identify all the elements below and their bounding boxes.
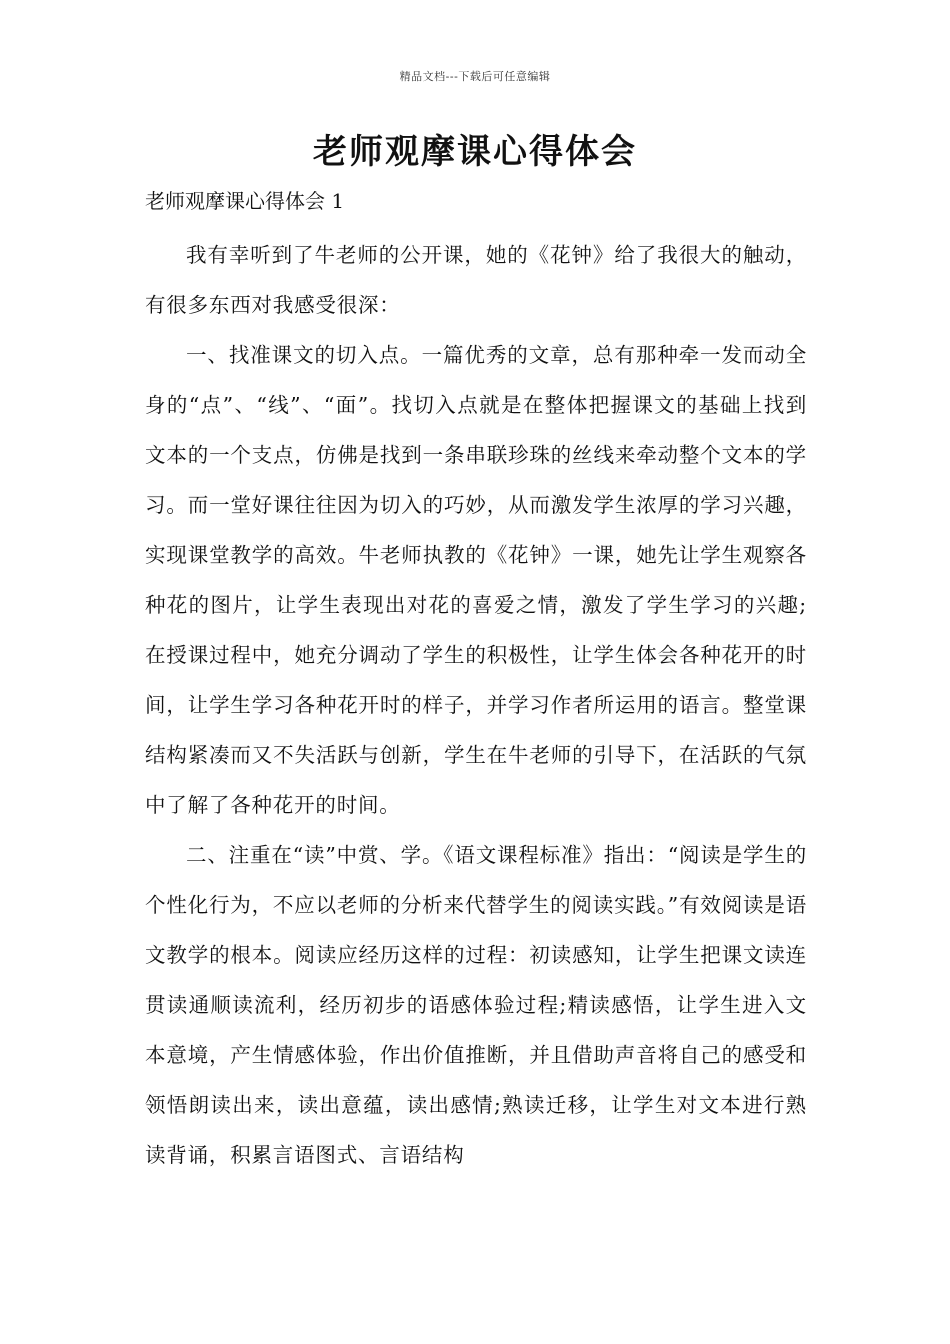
paragraph-point-one: 一、找准课文的切入点。一篇优秀的文章，总有那种牵一发而动全身的“点”、“线”、“面”。找切入点就是在整体把握课文的基础上找到文本的一个支点，仿佛是找到一条串联珍珠的丝线来牵动整个文本的学习。而一堂好课往往因为切入的巧妙，从而激发学生浓厚的学习兴趣，实现课堂教学的高效。牛老师执教的《花钟》一课，她先让学生观察各种花的图片，让学生表现出对花的喜爱之情，激发了学生学习的兴趣;在授课过程中，她充分调动了学生的积极性，让学生体会各种花开的时间，让学生学习各种花开时的样子，并学习作者所运用的语言。整堂课结构紧凑而又不失活跃与创新，学生在牛老师的引导下，在活跃的气氛中了解了各种花开的时间。 (145, 343, 807, 817)
paragraph-point-two: 二、注重在“读”中赏、学。《语文课程标准》指出：“阅读是学生的个性化行为，不应以老师的分析来代替学生的阅读实践。”有效阅读是语文教学的根本。阅读应经历这样的过程：初读感知，让学生把课文读连贯读通顺读流利，经历初步的语感体验过程;精读感悟，让学生进入文本意境，产生情感体验，作出价值推断，并且借助声音将自己的感受和领悟朗读出来，读出意蕴，读出感情;熟读迁移，让学生对文本进行熟读背诵，积累言语图式、言语结构 (145, 843, 807, 1167)
document-title: 老师观摩课心得体会 (313, 132, 637, 172)
document-body (145, 230, 807, 1180)
header-note: 精品文档---下载后可任意编辑 (399, 70, 551, 83)
paragraph-intro: 我有幸听到了牛老师的公开课，她的《花钟》给了我很大的触动，有很多东西对我感受很深： (145, 243, 807, 317)
section-subtitle: 老师观摩课心得体会 1 (145, 189, 345, 213)
